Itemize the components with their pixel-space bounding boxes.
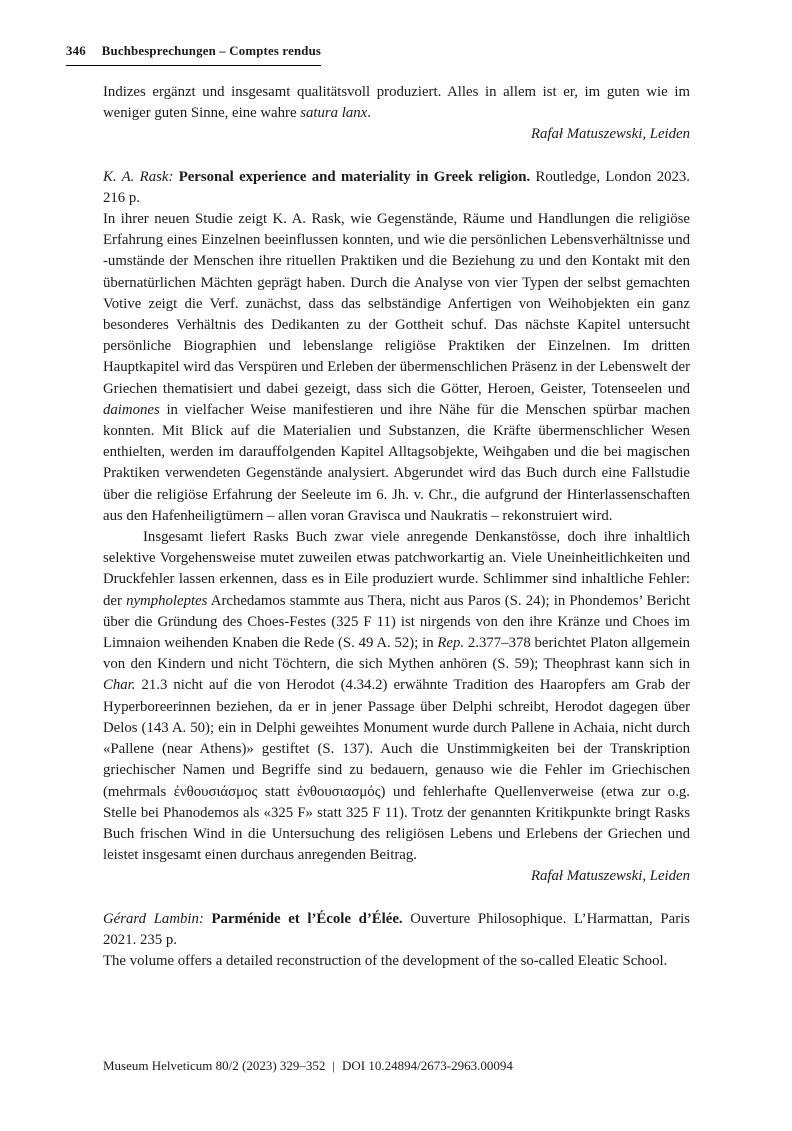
text-segment: The volume offers a detailed reconstruction of the development of the so-called Eleatic School. xyxy=(103,952,668,969)
paragraph xyxy=(103,951,690,972)
text-segment: Rafał Matuszewski, Leiden xyxy=(530,868,690,885)
text-segment: Personal experience and materiality in Greek religion. xyxy=(178,168,531,185)
text-segment: K. A. Rask: xyxy=(103,168,179,185)
footer-separator: | xyxy=(332,1058,336,1073)
text-segment: satura lanx xyxy=(300,105,368,122)
doi-text: DOI 10.24894/2673-2963.00094 xyxy=(342,1058,513,1073)
journal-citation: Museum Helveticum 80/2 (2023) 329–352 xyxy=(103,1058,326,1073)
text-segment: daimones xyxy=(103,401,160,418)
text-segment: Insgesamt liefert Rasks Buch zwar viele anregende Denkanstösse, doch ihre inhaltlich selektive Vorgehensweise mutet zuweilen etwas patchworkartig an. Viele Uneinheitlichkeiten und Druckfehler lassen erkennen, dass es in Eile produziert wurde. Schlimmer sind inhaltliche Fehler: der xyxy=(103,529,690,609)
text-segment: In ihrer neuen Studie zeigt K. A. Rask, wie Gegenstände, Räume und Handlungen die religiöse Erfahrung eines Einzelnen beeinflussen konnten, und wie die persönlichen Lebensverhältnisse und -umstände der Menschen ihre rituellen Praktiken und die Beziehung zu und den Kontakt mit den übernatürlichen Mächten geprägt haben. Durch die Analyse von vier Typen der selbst gemachten Votive zeigt die Verf. zunächst, dass das selbständige Anfertigen von Weihobjekten ein ganz besonderes Verhältnis des Dedikanten zu der Gottheit schuf. Das nächste Kapitel untersucht persönliche Biographien und lebenslange religiöse Praktiken der Einzelnen. Im dritten Hauptkapitel wird das Verspüren und Erleben der übermenschlichen Präsenz in der Lebenswelt der Griechen thematisiert und dabei gezeigt, dass sich die Götter, Heroen, Geister, Totenseelen und xyxy=(103,211,690,397)
text-segment: in vielfacher Weise manifestieren und ihre Nähe für die Menschen spürbar machen konnten. Mit Blick auf die Materialien und Substanzen, die Kräfte übermenschlicher Wesen enthielten, werden im darauffolgenden Kapitel Alltagsobjekte, Weihgaben und die bei magischen Praktiken verwendeten Gegenstände analysiert. Abgerundet wird das Buch durch eine Fallstudie über die religiöse Erfahrung der Seeleute im 6. Jh. v. Chr., die aufgrund der Hinterlassenschaften aus den Hafenheiligtümern – allen voran Gravisca und Naukratis – rekonstruiert wird. xyxy=(103,401,690,524)
signature xyxy=(103,124,690,145)
page-footer xyxy=(103,1054,690,1074)
page-content xyxy=(103,82,690,972)
text-segment: 2.377–378 berichtet Platon allgemein von den Kindern und nicht Töchtern, die sich Mythen anhören (S. 59); Theophrast kann sich in xyxy=(103,635,690,673)
paragraph xyxy=(103,82,690,124)
text-segment: Indizes ergänzt und insgesamt qualitätsvoll produziert. Alles in allem ist er, im guten wie im weniger guten Sinne, eine wahre xyxy=(103,84,690,122)
text-segment: Routledge, London 2023. 216 p. xyxy=(103,168,690,206)
text-segment: . xyxy=(367,105,371,122)
text-segment: Ouverture Philosophique. L’Harmattan, Paris 2021. 235 p. xyxy=(103,910,690,948)
paragraph xyxy=(103,527,690,866)
text-segment: 21.3 nicht auf die von Herodot (4.34.2) erwähnte Tradition des Haaropfers am Grab der Hyperboreerinnen beziehen, da er in jener Passage über Delphi schreibt, Herodot dagegen über Delos (143 A. 50); ein in Delphi geweihtes Monument wurde durch Pallene in Achaia, nicht durch «Pallene (near Athens)» gestiftet (S. 137). Auch die Unstimmigkeiten bei der Transkription griechischer Namen und Begriffe sind zu bedauern, genauso wie die Fehler im Griechischen (mehrmals ἐνθουσιάσμος statt ἐνθουσιασμός) und fehlerhafte Quellenverweise (etwa zur o.g. Stelle bei Phanodemos als «325 F» statt 325 F 11). Trotz der genannten Kritikpunkte bringt Rasks Buch frischen Wind in die Untersuchung des religiösen Lebens und Erlebens der Griechen und leistet insgesamt einen durchaus anregenden Beitrag. xyxy=(103,677,690,864)
text-segment: Rep. xyxy=(437,635,465,652)
page-header xyxy=(66,44,321,66)
text-segment: nympholeptes xyxy=(126,592,208,609)
review-heading xyxy=(103,909,690,951)
paragraph xyxy=(103,209,690,527)
review-heading xyxy=(103,167,690,209)
running-title: Buchbesprechungen – Comptes rendus xyxy=(101,44,322,58)
page-number: 346 xyxy=(66,44,86,58)
text-segment: Char. xyxy=(103,677,136,694)
text-segment: Parménide et l’École d’Élée. xyxy=(211,910,403,927)
text-segment: Archedamos stammte aus Thera, nicht aus Paros (S. 24); in Phondemos’ Bericht über die Gründung des Choes-Festes (325 F 11) ist nirgends von den ihre Kränze und Choes im Limnaion weihenden Knaben die Rede (S. 49 A. 52); in xyxy=(103,592,690,652)
signature xyxy=(103,866,690,887)
text-segment: Gérard Lambin: xyxy=(103,910,212,927)
text-segment: Rafał Matuszewski, Leiden xyxy=(530,126,690,143)
